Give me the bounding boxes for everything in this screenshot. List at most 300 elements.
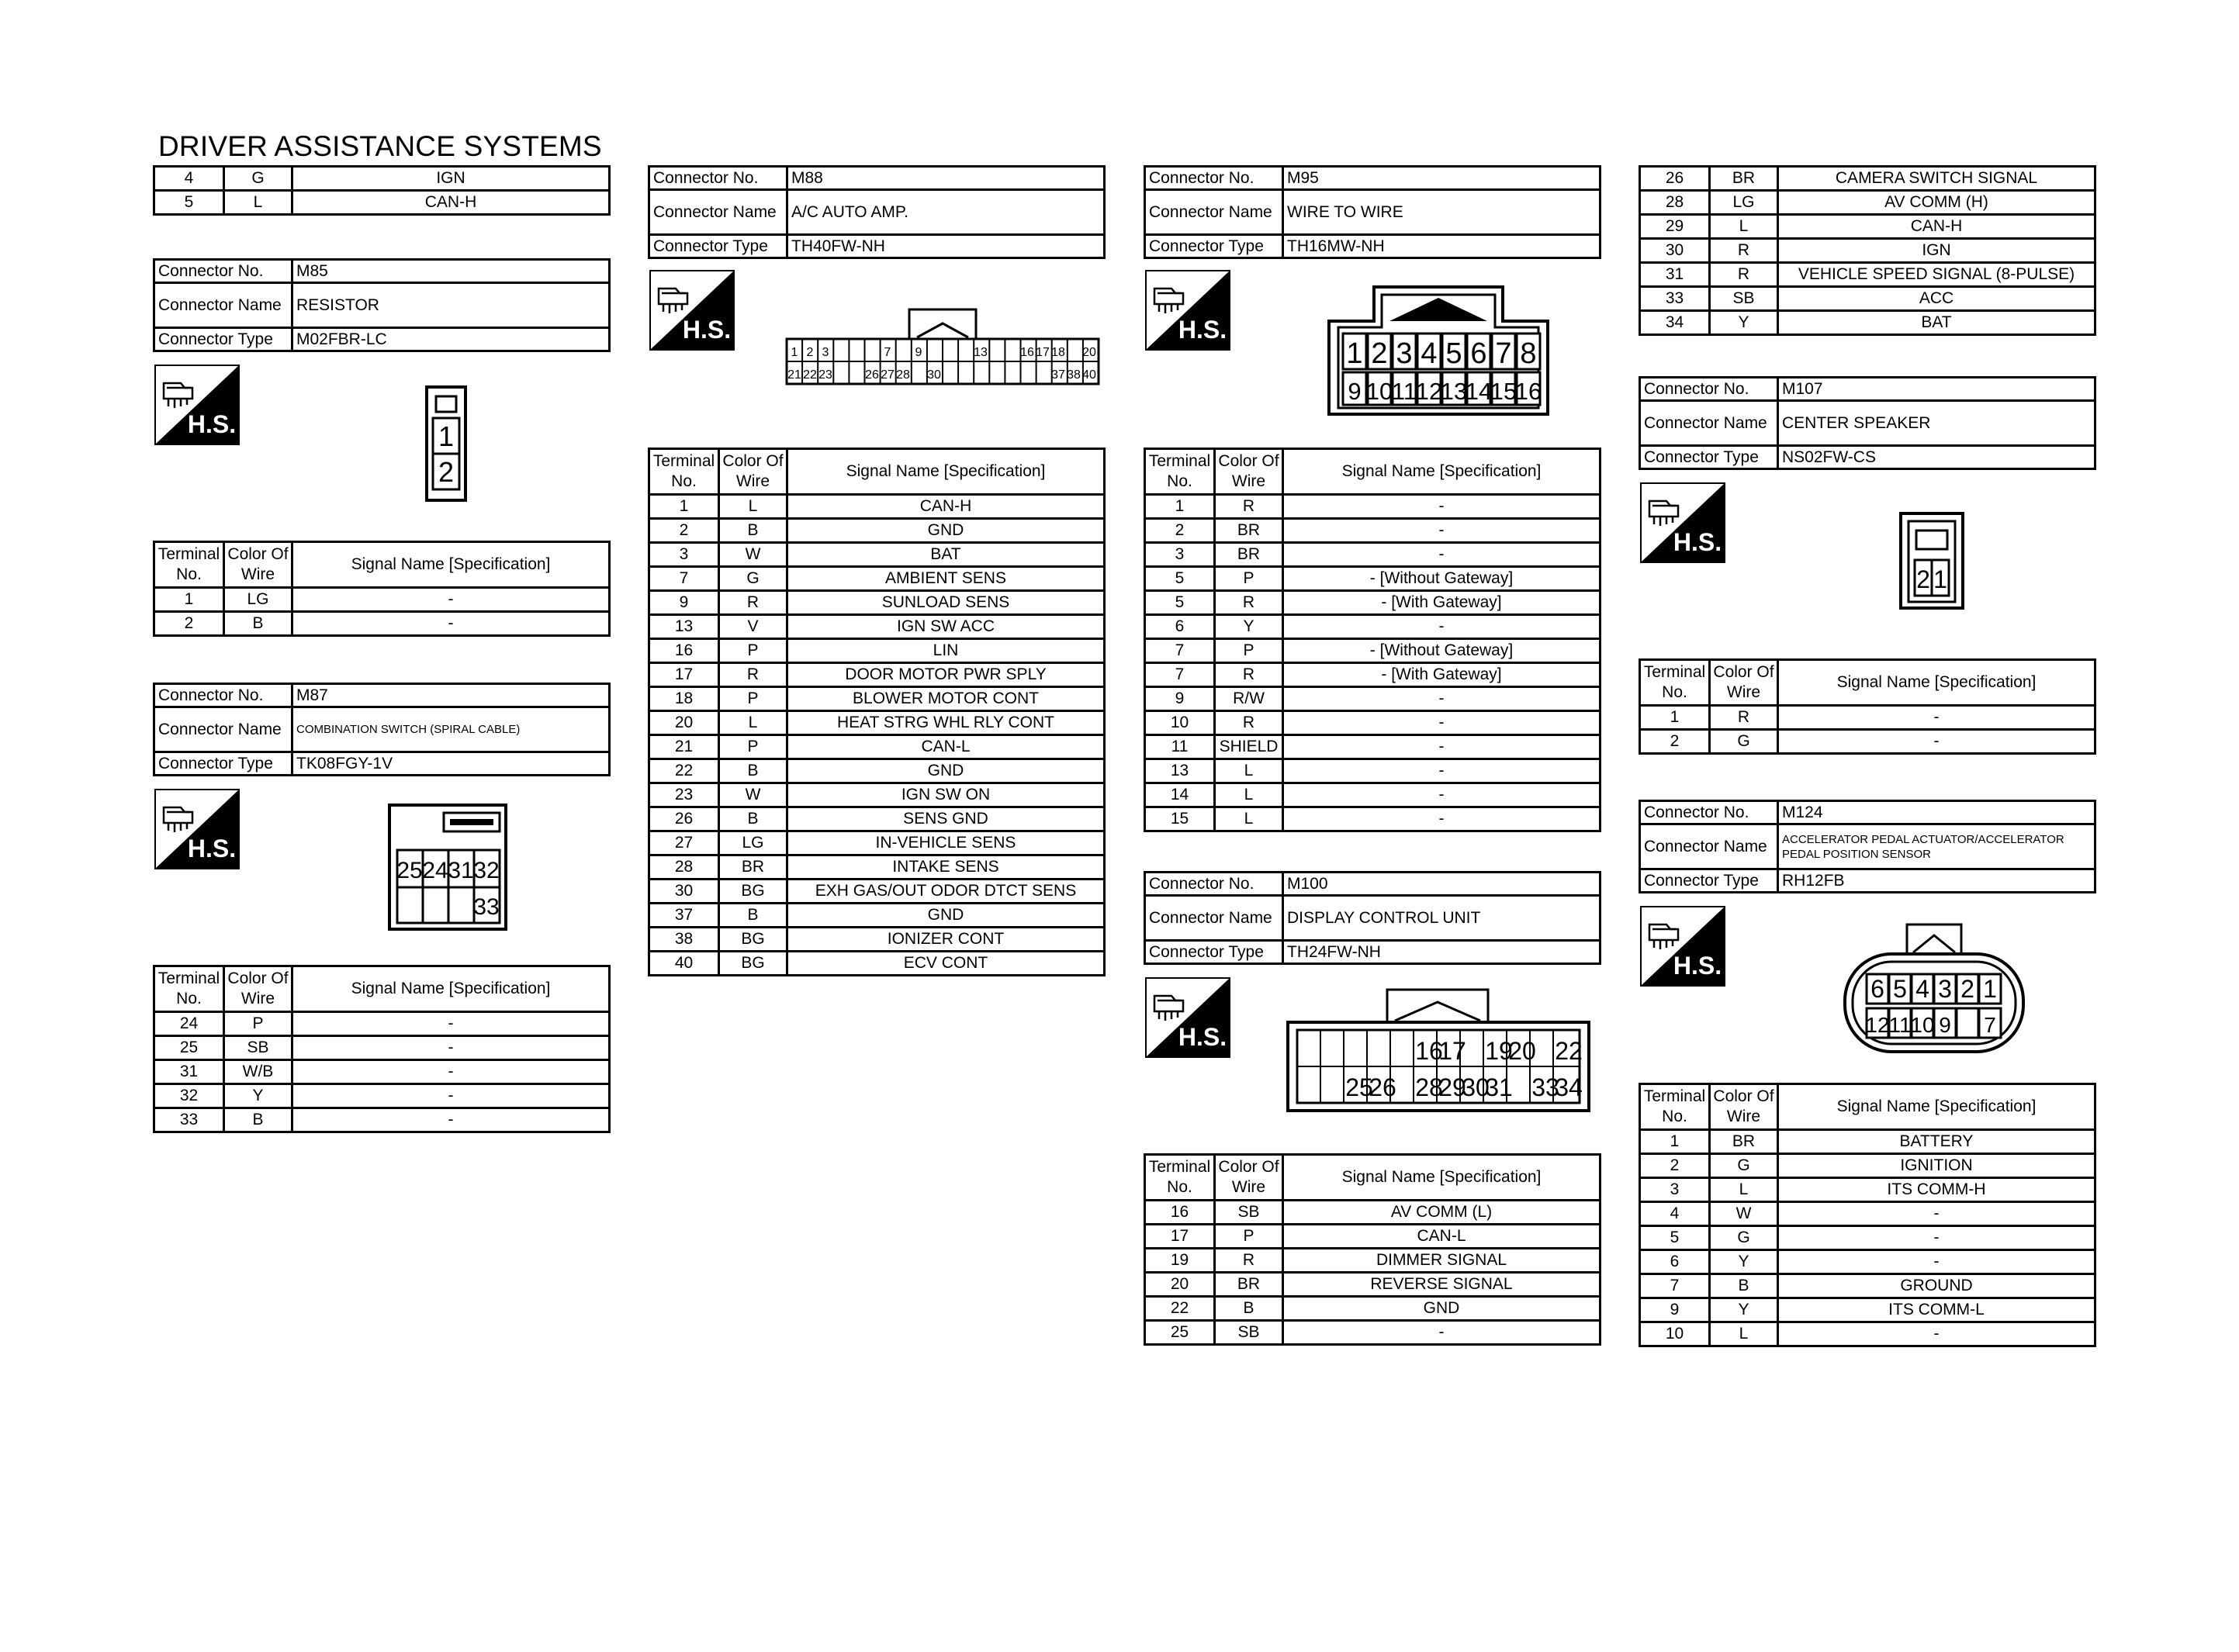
pin-label: 38 [1067,368,1081,382]
pin-label: 3 [1938,975,1952,1003]
terminal-table-m124 [1639,1083,2096,1347]
wire-color: R [1710,263,1778,287]
pin-label: 15 [1490,378,1517,405]
table-row [649,687,1105,711]
header-signal-name: Signal Name [Specification] [1283,1155,1601,1201]
terminal-table [153,165,611,216]
connector-info-m107 [1639,376,2096,470]
terminal-no: 9 [1640,1298,1710,1322]
table-row [649,711,1105,735]
signal-name: GND [787,759,1105,783]
terminal-no: 9 [649,591,719,615]
table-row [649,904,1105,928]
signal-name: - [1283,759,1601,783]
signal-name: - [1778,706,2095,730]
table-header-row [1145,1155,1601,1201]
pin-label: 22 [803,368,817,382]
terminal-no: 10 [1640,1322,1710,1346]
terminal-no: 6 [1640,1250,1710,1274]
pin-label: 32 [473,858,500,883]
wire-color: LG [719,831,787,855]
signal-name: - [1778,730,2095,754]
pin-label: 26 [865,368,879,382]
pin-label: 16 [1415,1037,1443,1065]
pin-label: 1 [438,420,455,452]
header-signal-name: Signal Name [Specification] [292,542,610,588]
wire-color: R [1215,711,1283,735]
wire-color: P [224,1012,292,1036]
wire-color: R [1710,706,1778,730]
signal-name: IGNITION [1778,1154,2095,1178]
table-row [649,519,1105,543]
header-terminal-no: Terminal No. [154,542,224,588]
table-row [649,880,1105,904]
wire-color: R [1215,663,1283,687]
header-signal-name: Signal Name [Specification] [292,966,610,1012]
table-row [154,1012,610,1036]
harness-side-icon [649,270,735,351]
terminal-no: 25 [1145,1321,1215,1345]
wire-color: L [1215,759,1283,783]
connector-no-value: M100 [1283,873,1601,896]
connector-type-value: M02FBR-LC [292,328,610,351]
terminal-table-m100 [1144,1153,1601,1346]
terminal-no: 22 [649,759,719,783]
pin-label: 33 [1531,1073,1559,1101]
signal-name: - [1283,807,1601,831]
signal-name: DIMMER SIGNAL [1283,1249,1601,1273]
terminal-table-m87 [153,965,611,1133]
wire-color: BR [1215,543,1283,567]
terminal-no: 25 [154,1036,224,1060]
wire-color: SB [224,1036,292,1060]
terminal-table [1144,448,1601,832]
table-row [154,191,610,215]
pin-label: 11 [1888,1013,1912,1037]
terminal-no: 29 [1640,215,1710,239]
wire-color: G [224,167,292,191]
pin-label: 20 [1508,1037,1536,1065]
terminal-no: 26 [649,807,719,831]
terminal-no: 20 [1145,1273,1215,1297]
terminal-no: 13 [649,615,719,639]
wire-color: SB [1710,287,1778,311]
pin-label: 11 [1391,378,1417,405]
signal-name: GROUND [1778,1274,2095,1298]
table-row [1145,1273,1601,1297]
terminal-no: 1 [1640,1130,1710,1154]
connector-no-label: Connector No. [154,684,292,707]
table-row [1640,1178,2095,1202]
signal-name: AV COMM (H) [1778,191,2095,215]
table-row [1640,730,2095,754]
pin-label: 7 [1495,337,1512,370]
connector-name-value: COMBINATION SWITCH (SPIRAL CABLE) [292,707,610,752]
terminal-no: 17 [649,663,719,687]
table-row [1640,1154,2095,1178]
terminal-no: 18 [649,687,719,711]
signal-name: - [1283,735,1601,759]
wire-color: Y [224,1084,292,1108]
wire-color: Y [1710,311,1778,335]
terminal-no: 32 [154,1084,224,1108]
table-row [1145,735,1601,759]
header-color-of-wire: Color Of Wire [1710,660,1778,706]
table-row [1640,239,2095,263]
signal-name: - [1283,519,1601,543]
terminal-table-m95 [1144,448,1601,832]
pin-label: 13 [1440,378,1468,405]
connector-no-label: Connector No. [1145,873,1283,896]
header-terminal-no: Terminal No. [1640,1084,1710,1130]
terminal-no: 2 [1640,1154,1710,1178]
pin-label: 6 [1470,337,1487,370]
pin-label: 9 [915,346,922,359]
connector-no-value: M88 [787,167,1105,190]
terminal-no: 5 [1640,1226,1710,1250]
connector-name-label: Connector Name [649,190,787,235]
terminal-no: 5 [154,191,224,215]
wire-color: P [1215,1225,1283,1249]
signal-name: - [1283,615,1601,639]
signal-name: - [1778,1202,2095,1226]
pin-label: 40 [1082,368,1096,382]
wire-color: W [719,543,787,567]
connector-no-value: M87 [292,684,610,707]
terminal-no: 1 [649,495,719,519]
signal-name: AV COMM (L) [1283,1201,1601,1225]
pin-label: 4 [1421,337,1438,370]
connector-name-label: Connector Name [154,283,292,328]
signal-name: CAN-L [787,735,1105,759]
wire-color: G [1710,1154,1778,1178]
connector-name-label: Connector Name [1145,190,1283,235]
terminal-no: 31 [154,1060,224,1084]
pin-label: 1 [791,346,798,359]
table-header-row [1640,1084,2095,1130]
table-row [649,807,1105,831]
header-terminal-no: Terminal No. [1640,660,1710,706]
terminal-no: 2 [1640,730,1710,754]
table-row [649,783,1105,807]
pin-label: 16 [1020,346,1034,359]
table-header-row [1640,660,2095,706]
table-row [649,495,1105,519]
wire-color: P [1215,567,1283,591]
terminal-no: 5 [1145,591,1215,615]
signal-name: - [1283,1321,1601,1345]
table-row [1145,543,1601,567]
terminal-table-m88 [648,448,1106,976]
header-signal-name: Signal Name [Specification] [787,449,1105,495]
signal-name: - [Without Gateway] [1283,639,1601,663]
table-row [1640,1274,2095,1298]
table-row [1145,1321,1601,1345]
connector-type-value: TK08FGY-1V [292,752,610,776]
wire-color: P [719,735,787,759]
pin-label: 33 [473,894,500,920]
signal-name: CAN-H [787,495,1105,519]
header-terminal-no: Terminal No. [649,449,719,495]
wire-color: BR [1710,1130,1778,1154]
connector-type-label: Connector Type [1145,941,1283,964]
pin-label: 31 [448,858,474,883]
wire-color: R [719,663,787,687]
table-row [1145,759,1601,783]
connector-info-m95 [1144,165,1601,259]
pin-label: 25 [396,858,423,883]
terminal-no: 40 [649,952,719,976]
table-row [1145,807,1601,831]
hs-label: H.S. [187,410,237,438]
wire-color: L [1710,1322,1778,1346]
signal-name: - [With Gateway] [1283,591,1601,615]
pin-label: 3 [1396,337,1413,370]
terminal-no: 33 [1640,287,1710,311]
signal-name: BAT [1778,311,2095,335]
table-row [649,928,1105,952]
pin-label: 25 [1345,1073,1373,1101]
table-row [1640,1130,2095,1154]
terminal-no: 3 [1640,1178,1710,1202]
terminal-no: 26 [1640,167,1710,191]
connector-no-label: Connector No. [1145,167,1283,190]
signal-name: - [292,1084,610,1108]
table-row [1145,519,1601,543]
connector-info-m124 [1639,800,2096,893]
connector-info-m100 [1144,871,1601,965]
terminal-no: 10 [1145,711,1215,735]
table-row [154,167,610,191]
pin-label: 17 [1036,346,1050,359]
terminal-no: 1 [1640,706,1710,730]
wire-color: LG [1710,191,1778,215]
signal-name: IONIZER CONT [787,928,1105,952]
wire-color: B [224,612,292,636]
connector-type-value: RH12FB [1778,869,2095,893]
pin-label: 30 [1462,1073,1490,1101]
terminal-no: 4 [154,167,224,191]
terminal-no: 4 [1640,1202,1710,1226]
signal-name: BLOWER MOTOR CONT [787,687,1105,711]
table-row [154,1084,610,1108]
continued-table-left [153,165,611,216]
signal-name: IGN SW ON [787,783,1105,807]
terminal-no: 14 [1145,783,1215,807]
table-row [1145,711,1601,735]
connector-info-m85 [153,258,611,352]
connector-type-label: Connector Type [1640,446,1778,469]
hs-label: H.S. [1178,1023,1227,1051]
table-row [1640,215,2095,239]
terminal-no: 7 [1640,1274,1710,1298]
connector-diagram-m85 [425,385,469,503]
table-row [1145,567,1601,591]
terminal-table [1144,1153,1601,1346]
pin-label: 31 [1485,1073,1513,1101]
wire-color: L [1710,215,1778,239]
table-row [1640,1202,2095,1226]
terminal-no: 31 [1640,263,1710,287]
wire-color: G [1710,730,1778,754]
signal-name: ITS COMM-L [1778,1298,2095,1322]
connector-type-label: Connector Type [1145,235,1283,258]
pin-label: 14 [1465,378,1493,405]
signal-name: SENS GND [787,807,1105,831]
table-row [1640,1250,2095,1274]
table-row [1145,1297,1601,1321]
wire-color: W [719,783,787,807]
table-row [154,1060,610,1084]
signal-name: VEHICLE SPEED SIGNAL (8-PULSE) [1778,263,2095,287]
pin-label: 9 [1348,378,1362,405]
connector-diagram-m88 [785,306,1102,389]
table-row [649,855,1105,880]
wire-color: B [1215,1297,1283,1321]
wire-color: Y [1710,1250,1778,1274]
pin-label: 6 [1870,975,1884,1003]
wire-color: W [1710,1202,1778,1226]
pin-label: 19 [1485,1037,1513,1065]
connector-name-value: A/C AUTO AMP. [787,190,1105,235]
terminal-table-m107 [1639,658,2096,755]
table-row [649,831,1105,855]
wire-color: P [719,687,787,711]
connector-type-value: NS02FW-CS [1778,446,2095,469]
wire-color: BG [719,928,787,952]
wire-color: R [1215,495,1283,519]
terminal-no: 17 [1145,1225,1215,1249]
terminal-table [1639,658,2096,755]
connector-diagram-m95 [1327,284,1549,419]
table-row [1640,263,2095,287]
signal-name: - [1778,1226,2095,1250]
signal-name: LIN [787,639,1105,663]
connector-diagram-m124 [1842,920,2026,1056]
wire-color: R [719,591,787,615]
terminal-no: 27 [649,831,719,855]
pin-label: 2 [1916,565,1930,593]
connector-type-label: Connector Type [649,235,787,258]
pin-label: 13 [974,346,988,359]
wire-color: R [1215,591,1283,615]
table-row [1145,687,1601,711]
connector-type-value: TH24FW-NH [1283,941,1601,964]
table-row [649,543,1105,567]
table-row [1640,191,2095,215]
signal-name: - [292,1036,610,1060]
connector-no-label: Connector No. [1640,801,1778,824]
connector-no-value: M107 [1778,378,2095,401]
wire-color: P [719,639,787,663]
pin-label: 8 [1520,337,1537,370]
signal-name: HEAT STRG WHL RLY CONT [787,711,1105,735]
pin-label: 28 [1415,1073,1443,1101]
connector-name-label: Connector Name [1640,401,1778,446]
pin-label: 29 [1438,1073,1466,1101]
signal-name: - [Without Gateway] [1283,567,1601,591]
pin-label: 2 [806,346,814,359]
harness-side-icon [1145,270,1230,351]
connector-diagram-m107 [1899,512,1966,611]
table-row [1145,591,1601,615]
wire-color: B [224,1108,292,1132]
wire-color: SB [1215,1321,1283,1345]
connector-diagram-m100 [1286,987,1592,1115]
terminal-no: 16 [649,639,719,663]
connector-no-label: Connector No. [649,167,787,190]
hs-label: H.S. [1673,528,1722,556]
table-header-row [154,966,610,1012]
header-terminal-no: Terminal No. [1145,1155,1215,1201]
wire-color: B [719,759,787,783]
pin-label: 26 [1369,1073,1396,1101]
header-terminal-no: Terminal No. [1145,449,1215,495]
connector-info-m88 [648,165,1106,259]
wire-color: L [719,495,787,519]
connector-no-value: M124 [1778,801,2095,824]
wire-color: B [1710,1274,1778,1298]
pin-label: 10 [1910,1013,1935,1037]
pin-label: 1 [1346,337,1363,370]
wire-color: Y [1215,615,1283,639]
table-row [1640,1226,2095,1250]
table-row [649,567,1105,591]
wire-color: R [1710,239,1778,263]
signal-name: EXH GAS/OUT ODOR DTCT SENS [787,880,1105,904]
hs-label: H.S. [1673,952,1722,980]
pin-label: 22 [1555,1037,1583,1065]
table-row [1640,167,2095,191]
pin-label: 34 [1555,1073,1583,1101]
terminal-no: 2 [1145,519,1215,543]
terminal-no: 5 [1145,567,1215,591]
signal-name: CAN-H [1778,215,2095,239]
signal-name: - [292,1012,610,1036]
table-row [154,588,610,612]
pin-label: 28 [896,368,910,382]
signal-name: - [292,1060,610,1084]
terminal-no: 3 [1145,543,1215,567]
terminal-no: 6 [1145,615,1215,639]
wire-color: L [1710,1178,1778,1202]
table-row [649,639,1105,663]
connector-no-value: M95 [1283,167,1601,190]
wire-color: LG [224,588,292,612]
connector-type-label: Connector Type [154,328,292,351]
hs-label: H.S. [682,316,732,344]
harness-side-icon [154,789,240,869]
wire-color: B [719,519,787,543]
connector-type-value: TH16MW-NH [1283,235,1601,258]
table-row [1640,1298,2095,1322]
signal-name: AMBIENT SENS [787,567,1105,591]
pin-label: 18 [1051,346,1065,359]
terminal-no: 2 [649,519,719,543]
pin-label: 23 [818,368,832,382]
pin-label: 7 [884,346,891,359]
hs-label: H.S. [187,835,237,862]
header-color-of-wire: Color Of Wire [719,449,787,495]
harness-side-icon [1145,977,1230,1058]
terminal-no: 3 [649,543,719,567]
signal-name: GND [787,519,1105,543]
terminal-table [1639,165,2096,336]
terminal-no: 7 [1145,663,1215,687]
signal-name: DOOR MOTOR PWR SPLY [787,663,1105,687]
wire-color: B [719,904,787,928]
pin-label: 9 [1939,1013,1951,1037]
